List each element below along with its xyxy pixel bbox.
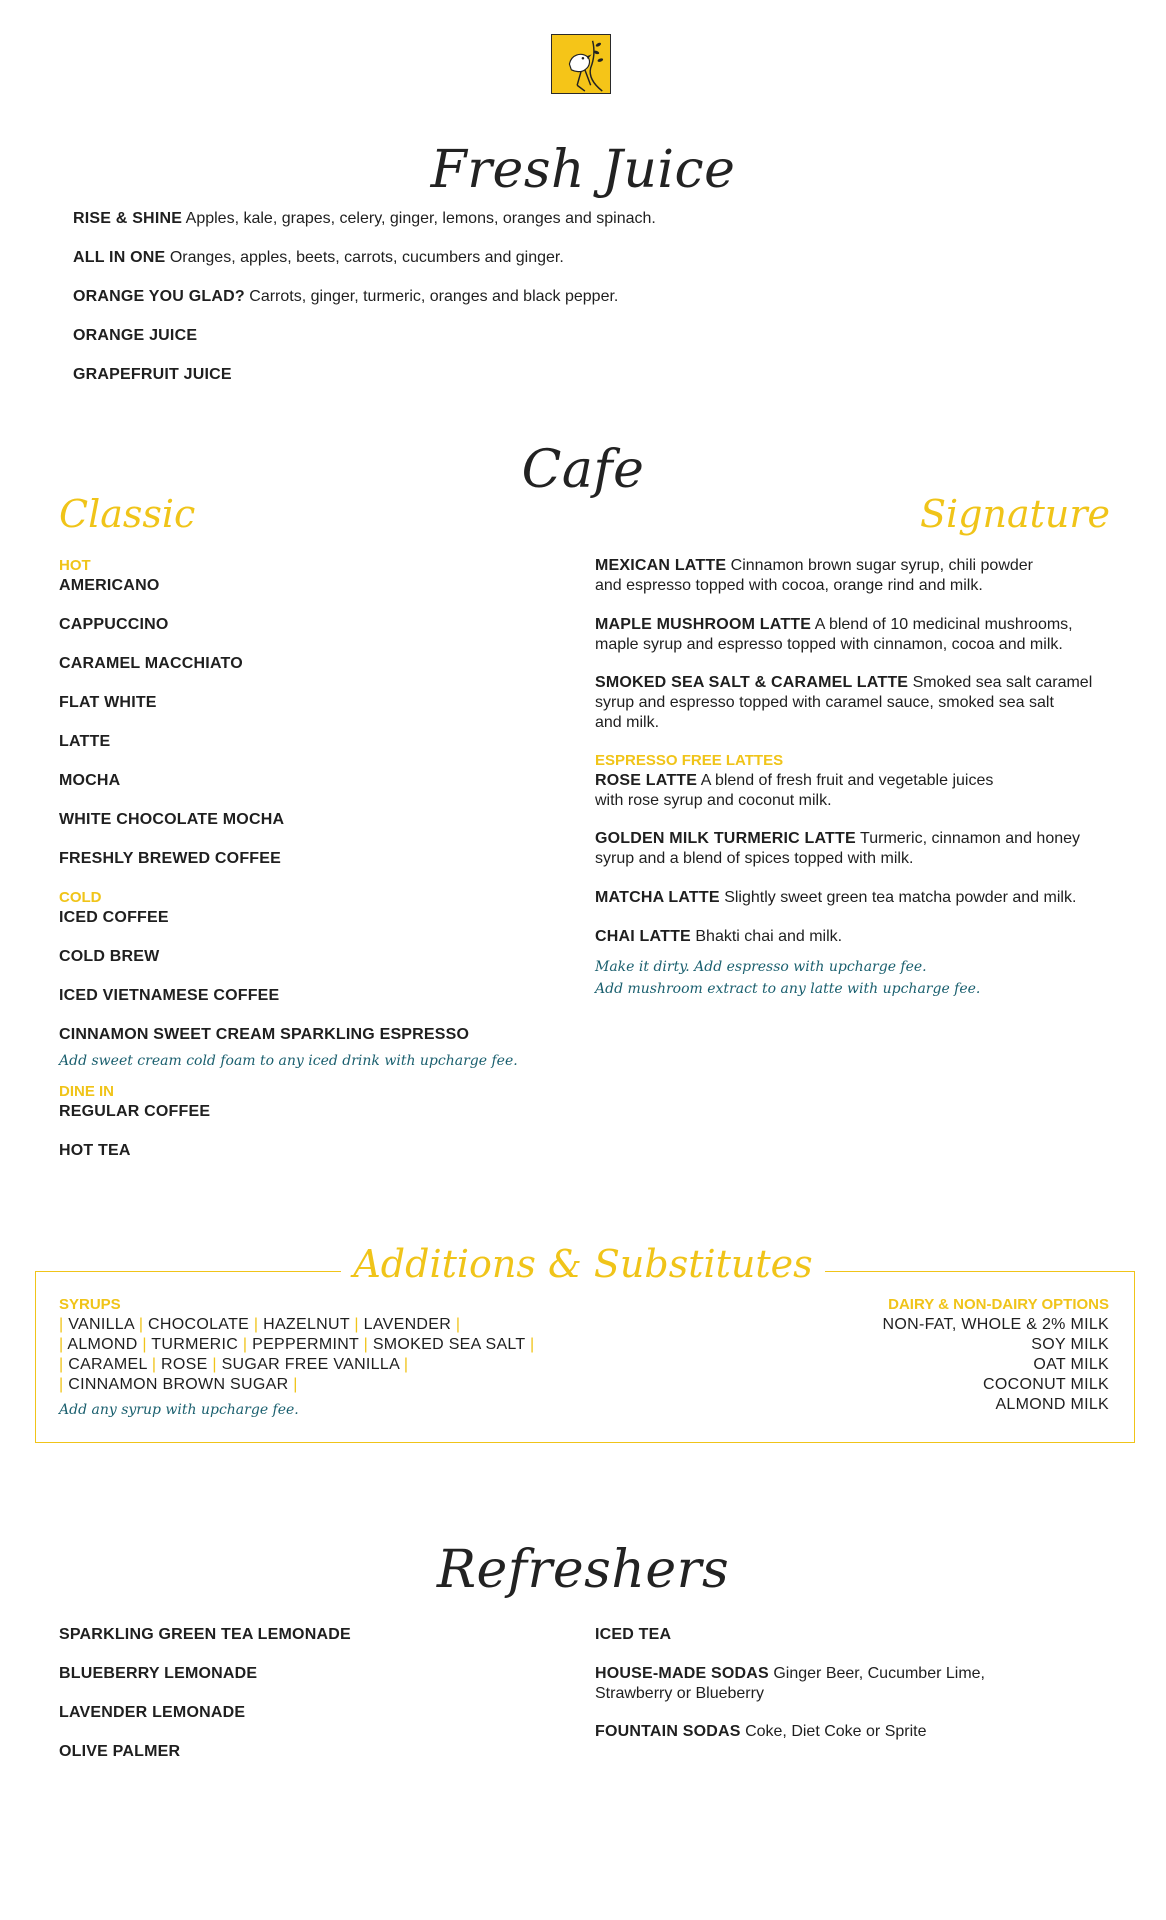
signature-item: ROSE LATTE A blend of fresh fruit and vegetable juices with rose syrup and coconut milk. — [595, 772, 994, 809]
dairy-option: ALMOND MILK — [995, 1396, 1109, 1413]
signature-item: MEXICAN LATTE Cinnamon brown sugar syrup, chili powder and espresso topped with cocoa, orange rind and milk. — [595, 557, 1034, 594]
refresher-item: OLIVE PALMER — [59, 1743, 181, 1760]
menu-item: MOCHA — [59, 772, 121, 789]
menu-item: LATTE — [59, 733, 111, 750]
menu-item: REGULAR COFFEE — [59, 1103, 211, 1120]
cafe-title: Cafe — [521, 440, 645, 500]
classic-title: Classic — [59, 492, 196, 536]
dairy-option: NON-FAT, WHOLE & 2% MILK — [882, 1316, 1109, 1333]
juice-item: GRAPEFRUIT JUICE — [73, 366, 232, 383]
syrups-label: SYRUPS — [59, 1296, 121, 1313]
dairy-option: COCONUT MILK — [983, 1376, 1109, 1393]
refresher-item: SPARKLING GREEN TEA LEMONADE — [59, 1626, 351, 1643]
menu-item: WHITE CHOCOLATE MOCHA — [59, 811, 285, 828]
hot-category-label: HOT — [59, 557, 91, 574]
signature-item: GOLDEN MILK TURMERIC LATTE Turmeric, cinnamon and honey syrup and a blend of spices topped with milk. — [595, 830, 1081, 867]
menu-item: CAPPUCCINO — [59, 616, 169, 633]
mushroom-note: Add mushroom extract to any latte with upcharge fee. — [595, 981, 981, 997]
juice-item: ALL IN ONE Oranges, apples, beets, carrots, cucumbers and ginger. — [73, 249, 564, 266]
refresher-item: BLUEBERRY LEMONADE — [59, 1665, 258, 1682]
dairy-option: SOY MILK — [1031, 1336, 1109, 1353]
syrup-list-line: | ALMOND | TURMERIC | PEPPERMINT | SMOKED SEA SALT | — [59, 1336, 535, 1353]
menu-item: HOT TEA — [59, 1142, 131, 1159]
dine-in-category-label: DINE IN — [59, 1083, 115, 1100]
menu-item: ICED VIETNAMESE COFFEE — [59, 987, 280, 1004]
syrup-list-line: | CARAMEL | ROSE | SUGAR FREE VANILLA | — [59, 1356, 409, 1373]
dairy-option: OAT MILK — [1033, 1356, 1109, 1373]
menu-item: FLAT WHITE — [59, 694, 157, 711]
menu-item: COLD BREW — [59, 948, 160, 965]
signature-item: MATCHA LATTE Slightly sweet green tea matcha powder and milk. — [595, 889, 1077, 906]
cold-category-label: COLD — [59, 889, 102, 906]
menu-item: ICED COFFEE — [59, 909, 169, 926]
additions-title: Additions & Substitutes — [0, 1242, 1166, 1286]
refresher-item: LAVENDER LEMONADE — [59, 1704, 246, 1721]
refresher-item: FOUNTAIN SODAS Coke, Diet Coke or Sprite — [595, 1723, 927, 1740]
signature-title: Signature — [919, 492, 1110, 536]
fresh-juice-title: Fresh Juice — [430, 140, 736, 200]
menu-item: FRESHLY BREWED COFFEE — [59, 850, 282, 867]
menu-item: CARAMEL MACCHIATO — [59, 655, 243, 672]
refresher-item: HOUSE-MADE SODAS Ginger Beer, Cucumber Lime, Strawberry or Blueberry — [595, 1665, 985, 1702]
juice-item: RISE & SHINE Apples, kale, grapes, celery, ginger, lemons, oranges and spinach. — [73, 210, 656, 227]
bird-logo-icon — [551, 34, 611, 94]
refresher-item: ICED TEA — [595, 1626, 672, 1643]
signature-item: SMOKED SEA SALT & CARAMEL LATTE Smoked sea salt caramel syrup and espresso topped with caramel sauce, smoked sea salt and milk. — [595, 674, 1093, 731]
syrup-list-line: | VANILLA | CHOCOLATE | HAZELNUT | LAVENDER | — [59, 1316, 461, 1333]
refreshers-title: Refreshers — [436, 1540, 730, 1600]
signature-item: CHAI LATTE Bhakti chai and milk. — [595, 928, 843, 945]
menu-item: CINNAMON SWEET CREAM SPARKLING ESPRESSO — [59, 1026, 470, 1043]
cold-foam-note: Add sweet cream cold foam to any iced drink with upcharge fee. — [59, 1053, 518, 1069]
juice-item: ORANGE JUICE — [73, 327, 198, 344]
signature-item: MAPLE MUSHROOM LATTE A blend of 10 medicinal mushrooms, maple syrup and espresso topped with cinnamon, cocoa and milk. — [595, 616, 1073, 653]
menu-item: AMERICANO — [59, 577, 160, 594]
juice-item: ORANGE YOU GLAD? Carrots, ginger, turmeric, oranges and black pepper. — [73, 288, 619, 305]
syrup-list-line: | CINNAMON BROWN SUGAR | — [59, 1376, 298, 1393]
espresso-free-category-label: ESPRESSO FREE LATTES — [595, 752, 784, 769]
dairy-label: DAIRY & NON-DAIRY OPTIONS — [888, 1296, 1109, 1313]
syrup-note: Add any syrup with upcharge fee. — [59, 1402, 299, 1418]
espresso-note: Make it dirty. Add espresso with upcharge fee. — [595, 959, 927, 975]
